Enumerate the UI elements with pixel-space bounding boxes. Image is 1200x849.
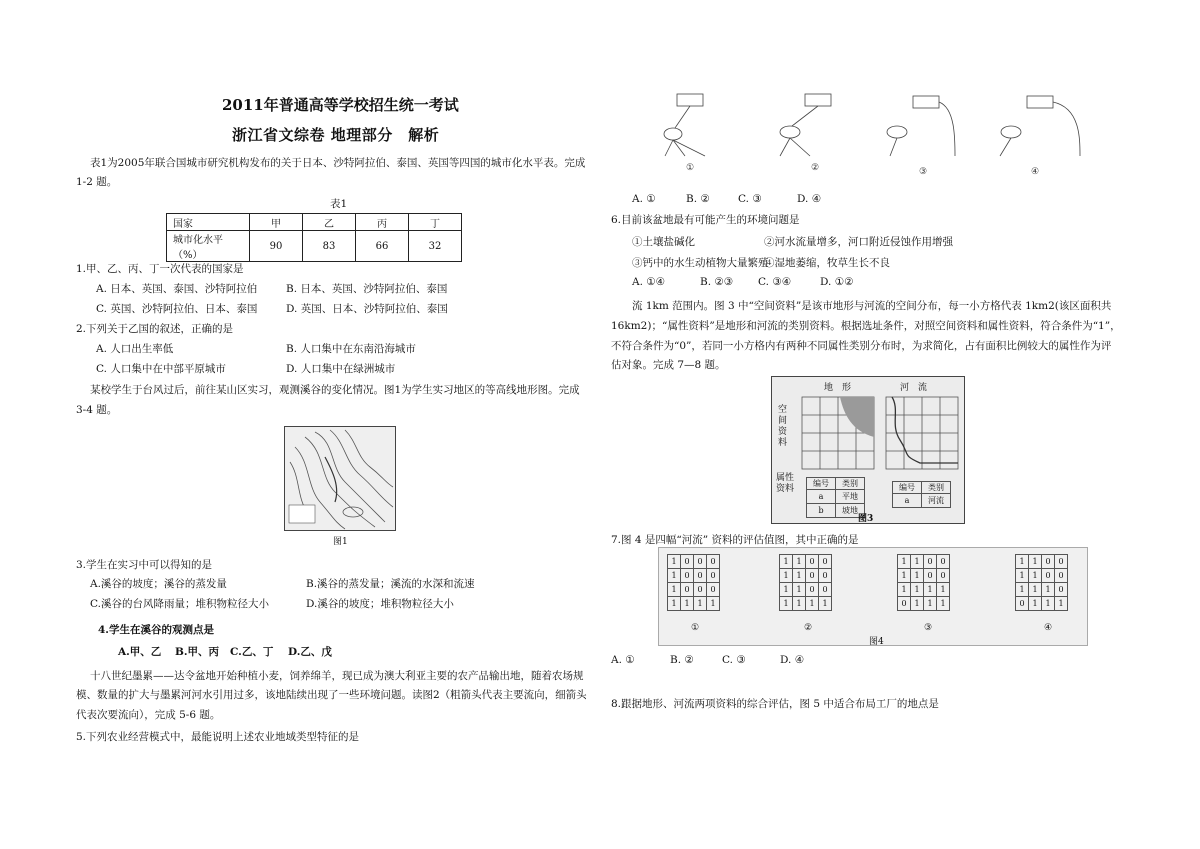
q2-option-a: A. 人口出生率低 (96, 343, 174, 355)
q4-stem: 4.学生在溪谷的观测点是 (98, 624, 214, 636)
q5-option-d: D. ④ (797, 193, 822, 205)
table-cell: 83 (303, 231, 356, 262)
model-label-2: ② (810, 163, 820, 173)
grid-cell: 1 (924, 597, 937, 611)
grid-row (1016, 569, 1068, 583)
grid-cell: 1 (793, 555, 806, 569)
grid-3 (897, 554, 950, 611)
grid-cell: 1 (668, 597, 681, 611)
grid-cell: 1 (694, 597, 707, 611)
grid-cell: 1 (937, 597, 950, 611)
q1-option-b: B. 日本、英国、沙特阿拉伯、泰国 (286, 283, 448, 295)
grid-row (780, 569, 832, 583)
q5-option-c: C. ③ (738, 193, 762, 205)
intro-3: 十八世纪墨累——达令盆地开始种植小麦，饲养绵羊，现已成为澳大利亚主要的农产品输出地，随着农场规 (90, 670, 584, 682)
grid-cell: 1 (911, 555, 924, 569)
grid-cell: 1 (668, 583, 681, 597)
grid-row (780, 555, 832, 569)
grid-cell: 1 (924, 583, 937, 597)
intro-2: 某校学生于台风过后，前往某山区实习，观测溪谷的变化情况。图1为学生实习地区的等高线地形图。完成 (90, 384, 580, 396)
grid-cell: 1 (1042, 583, 1055, 597)
grid-cell: 0 (924, 569, 937, 583)
model-label-4: ④ (1030, 167, 1040, 177)
grid-cell: 0 (681, 583, 694, 597)
grid-cell: 1 (1016, 555, 1029, 569)
q6-item-1: ①土壤盐碱化 (632, 236, 695, 248)
q4-option-c: C.乙、丁 (230, 646, 274, 658)
table-cell: 平地 (836, 490, 865, 504)
intro-2b: 3-4 题。 (76, 404, 118, 416)
grid-cell: 1 (780, 569, 793, 583)
grid-cell: 0 (707, 555, 720, 569)
grid-cell: 0 (819, 583, 832, 597)
q5-option-a: A. ① (632, 193, 656, 205)
grid-cell: 0 (806, 583, 819, 597)
grid-cell: 0 (1042, 555, 1055, 569)
q2-option-d: D. 人口集中在绿洲城市 (286, 363, 396, 375)
grid-4 (1015, 554, 1068, 611)
table1 (166, 213, 462, 262)
grid-cell: 1 (1029, 597, 1042, 611)
grid-cell: 1 (1042, 597, 1055, 611)
grid-cell: 1 (806, 597, 819, 611)
figure-4-grids (658, 547, 1088, 646)
q7-option-d: D. ④ (780, 654, 805, 666)
grid-label-2: ② (804, 623, 813, 633)
grid-row (780, 597, 832, 611)
q6-item-2: ②河水流量增多，河口附近侵蚀作用增强 (764, 236, 953, 248)
table-cell: 丁 (409, 214, 462, 231)
grid-cell: 0 (937, 569, 950, 583)
fig3-caption: 图3 (858, 514, 874, 524)
grid-cell: 1 (780, 555, 793, 569)
grid-row (668, 583, 720, 597)
grid-cell: 0 (1055, 569, 1068, 583)
grid-row (668, 555, 720, 569)
grid-cell: 0 (681, 569, 694, 583)
table1-caption: 表1 (330, 198, 348, 210)
exam-title: 2011年普通高等学校招生统一考试 (222, 96, 459, 114)
grid-1 (667, 554, 720, 611)
grid-row (898, 583, 950, 597)
table-cell: 坡地 (836, 504, 865, 518)
q6-item-3: ③钙中的水生动植物大量繁殖 (632, 257, 769, 269)
grid-cell: 0 (707, 583, 720, 597)
grid-cell: 1 (1016, 583, 1029, 597)
figure-1-caption: 图1 (333, 537, 348, 547)
table-cell: 编号 (893, 482, 922, 494)
grid-cell: 0 (819, 555, 832, 569)
intro-4: 流 1km 范围内。图 3 中“空间资料”是该市地形与河流的空间分布，每一小方格代表 1km2(该区面积共 (632, 300, 1112, 312)
grid-cell: 1 (898, 569, 911, 583)
grid-cell: 1 (911, 597, 924, 611)
table-cell: 32 (409, 231, 462, 262)
intro-4c: 不符合条件为“0”，若同一小方格内有两种不同属性类别分布时，为求简化，占有面积比例较大的属性作为评 (611, 340, 1112, 352)
table-cell: 城市化水平（%） (167, 231, 250, 262)
table-cell: 河流 (922, 494, 951, 508)
fig3-grids (800, 395, 960, 471)
table-cell: 国家 (167, 214, 250, 231)
q3-option-b: B.溪谷的蒸发量；溪流的水深和流速 (306, 578, 475, 590)
table-cell: 类别 (922, 482, 951, 494)
figure-2-models (655, 88, 1095, 180)
fig3-attr-table-terrain (806, 477, 865, 518)
q2-option-c: C. 人口集中在中部平原城市 (96, 363, 226, 375)
table-cell: 类别 (836, 478, 865, 490)
intro-1: 表1为2005年联合国城市研究机构发布的关于日本、沙特阿拉伯、泰国、英国等四国的城市化水平表。完成 (90, 157, 586, 169)
table-cell: 丙 (356, 214, 409, 231)
contour-lines (285, 427, 395, 530)
q4-option-b: B.甲、丙 (175, 646, 220, 658)
grid-cell: 1 (1016, 569, 1029, 583)
grid-cell: 1 (1055, 597, 1068, 611)
grid-cell: 0 (806, 555, 819, 569)
q3-option-d: D.溪谷的坡度；堆积物粒径大小 (306, 598, 454, 610)
intro-1b: 1-2 题。 (76, 176, 118, 188)
q2-stem: 2.下列关于乙国的叙述，正确的是 (76, 323, 234, 335)
grid-cell: 1 (1029, 583, 1042, 597)
grid-cell: 1 (898, 555, 911, 569)
table-cell: 甲 (250, 214, 303, 231)
q6-option-d: D. ①② (820, 276, 854, 288)
model-label-3: ③ (918, 167, 928, 177)
grid-row (898, 555, 950, 569)
intro-3c: 代表次要流向），完成 5-6 题。 (76, 709, 221, 721)
grid-cell: 1 (793, 597, 806, 611)
grid-cell: 0 (1055, 555, 1068, 569)
q1-option-a: A. 日本、英国、泰国、沙特阿拉伯 (96, 283, 258, 295)
q4-option-a: A.甲、乙 (118, 646, 162, 658)
q4-option-d: D.乙、戊 (288, 646, 332, 658)
grid-cell: 1 (1029, 569, 1042, 583)
table-cell: a (893, 494, 922, 508)
grid-cell: 0 (1042, 569, 1055, 583)
grid-cell: 0 (1055, 583, 1068, 597)
grid-row (898, 597, 950, 611)
fig3-row-attr: 属性资料 (776, 473, 795, 494)
q7-option-b: B. ② (670, 654, 694, 666)
fig4-caption: 图4 (869, 637, 884, 647)
grid-row (898, 569, 950, 583)
grid-cell: 0 (1016, 597, 1029, 611)
grid-cell: 1 (793, 583, 806, 597)
grid-cell: 1 (668, 569, 681, 583)
grid-cell: 0 (694, 583, 707, 597)
grid-cell: 0 (694, 555, 707, 569)
grid-cell: 1 (793, 569, 806, 583)
grid-cell: 1 (681, 597, 694, 611)
intro-4b: 16km2)；“属性资料”是地形和河流的类别资料。根据选址条件，对照空间资料和属性资料，符合条件为“1”， (611, 320, 1121, 332)
table-cell: b (807, 504, 836, 518)
fig3-col-terrain: 地 形 (824, 383, 852, 393)
q7-option-a: A. ① (611, 654, 635, 666)
table-cell: 乙 (303, 214, 356, 231)
grid-cell: 1 (911, 569, 924, 583)
q3-stem: 3.学生在实习中可以得知的是 (76, 559, 213, 571)
table-cell: 90 (250, 231, 303, 262)
q5-stem: 5.下列农业经营模式中，最能说明上述农业地域类型特征的是 (76, 731, 360, 743)
q3-option-c: C.溪谷的台风降雨量；堆积物粒径大小 (90, 598, 269, 610)
grid-cell: 1 (898, 583, 911, 597)
table-row (167, 231, 462, 262)
q6-stem: 6.目前该盆地最有可能产生的环境问题是 (611, 214, 800, 226)
q7-stem: 7.图 4 是四幅“河流” 资料的评估值图，其中正确的是 (611, 534, 859, 546)
grid-cell: 1 (780, 597, 793, 611)
q1-stem: 1.甲、乙、丙、丁一次代表的国家是 (76, 263, 244, 275)
q2-option-b: B. 人口集中在东南沿海城市 (286, 343, 416, 355)
fig3-row-spatial: 空间资料 (778, 405, 788, 448)
grid-cell: 1 (1029, 555, 1042, 569)
q7-option-c: C. ③ (722, 654, 746, 666)
grid-cell: 1 (937, 583, 950, 597)
grid-cell: 1 (707, 597, 720, 611)
q1-option-d: D. 英国、日本、沙特阿拉伯、泰国 (286, 303, 448, 315)
grid-cell: 0 (898, 597, 911, 611)
fig3-col-river: 河 流 (900, 383, 928, 393)
q6-item-4: ④湿地萎缩，牧草生长不良 (764, 257, 890, 269)
q8-stem: 8.跟据地形、河流两项资料的综合评估，图 5 中适合布局工厂的地点是 (611, 698, 939, 710)
grid-cell: 0 (694, 569, 707, 583)
grid-cell: 0 (937, 555, 950, 569)
figure-3-spatial-data (771, 376, 965, 524)
grid-cell: 1 (780, 583, 793, 597)
grid-2 (779, 554, 832, 611)
table-cell: 编号 (807, 478, 836, 490)
figure-1-contour-map (284, 426, 396, 531)
grid-cell: 1 (911, 583, 924, 597)
q6-option-a: A. ①④ (632, 276, 666, 288)
grid-cell: 0 (681, 555, 694, 569)
grid-row (668, 569, 720, 583)
q5-option-b: B. ② (686, 193, 710, 205)
q1-option-c: C. 英国、沙特阿拉伯、日本、泰国 (96, 303, 258, 315)
intro-3b: 模、数量的扩大与墨累河河水引用过多，该地陆续出现了一些环境问题。读图2（粗箭头代表主要流向，细箭头 (76, 689, 587, 701)
farm-model-diagrams (655, 88, 1095, 180)
grid-label-1: ① (691, 623, 700, 633)
grid-cell: 0 (707, 569, 720, 583)
grid-label-3: ③ (924, 623, 933, 633)
grid-cell: 0 (819, 569, 832, 583)
table-cell: 66 (356, 231, 409, 262)
fig3-attr-table-river (892, 481, 951, 508)
grid-cell: 1 (819, 597, 832, 611)
grid-cell: 0 (806, 569, 819, 583)
table-cell: a (807, 490, 836, 504)
q6-option-c: C. ③④ (758, 276, 792, 288)
q6-option-b: B. ②③ (700, 276, 734, 288)
intro-4d: 估对象。完成 7—8 题。 (611, 359, 726, 371)
grid-label-4: ④ (1044, 623, 1053, 633)
model-label-1: ① (685, 163, 695, 173)
table-header-row (167, 214, 462, 231)
grid-row (1016, 555, 1068, 569)
grid-row (668, 597, 720, 611)
grid-row (1016, 597, 1068, 611)
grid-row (780, 583, 832, 597)
q3-option-a: A.溪谷的坡度；溪谷的蒸发量 (90, 578, 227, 590)
grid-cell: 1 (668, 555, 681, 569)
grid-row (1016, 583, 1068, 597)
grid-cell: 0 (924, 555, 937, 569)
exam-subtitle: 浙江省文综卷 地理部分 解析 (232, 126, 440, 144)
